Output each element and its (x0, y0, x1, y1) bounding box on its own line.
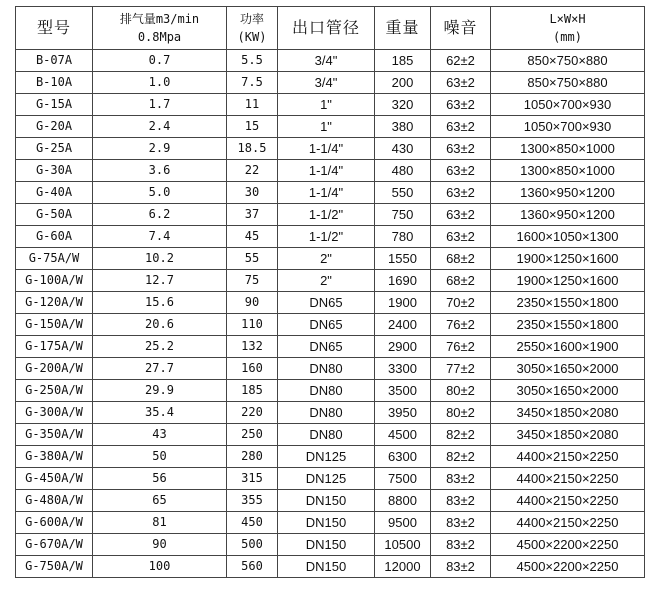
cell-airflow: 27.7 (93, 358, 227, 380)
cell-dimensions: 4400×2150×2250 (491, 446, 645, 468)
cell-airflow: 90 (93, 534, 227, 556)
cell-model: G-120A/W (16, 292, 93, 314)
cell-noise: 63±2 (431, 138, 491, 160)
cell-outlet-size: DN80 (278, 424, 375, 446)
cell-weight: 12000 (375, 556, 431, 578)
cell-model: G-75A/W (16, 248, 93, 270)
cell-dimensions: 3450×1850×2080 (491, 424, 645, 446)
table-row (16, 116, 645, 138)
cell-airflow: 81 (93, 512, 227, 534)
cell-noise: 82±2 (431, 446, 491, 468)
cell-dimensions: 1050×700×930 (491, 116, 645, 138)
cell-dimensions: 4500×2200×2250 (491, 534, 645, 556)
cell-noise: 63±2 (431, 94, 491, 116)
cell-noise: 62±2 (431, 50, 491, 72)
cell-airflow: 25.2 (93, 336, 227, 358)
cell-power: 30 (227, 182, 278, 204)
cell-weight: 3300 (375, 358, 431, 380)
cell-airflow: 1.0 (93, 72, 227, 94)
cell-model: B-10A (16, 72, 93, 94)
table-row (16, 72, 645, 94)
cell-noise: 83±2 (431, 490, 491, 512)
cell-model: G-60A (16, 226, 93, 248)
table-row (16, 490, 645, 512)
cell-power: 500 (227, 534, 278, 556)
header-weight-label: 重量 (385, 17, 420, 37)
cell-power: 315 (227, 468, 278, 490)
cell-power: 22 (227, 160, 278, 182)
cell-airflow: 29.9 (93, 380, 227, 402)
cell-weight: 185 (375, 50, 431, 72)
cell-dimensions: 1300×850×1000 (491, 138, 645, 160)
cell-airflow: 12.7 (93, 270, 227, 292)
cell-outlet-size: 1-1/4" (278, 182, 375, 204)
cell-outlet-size: DN80 (278, 358, 375, 380)
cell-power: 37 (227, 204, 278, 226)
cell-weight: 1900 (375, 292, 431, 314)
header-power (227, 7, 278, 50)
header-airflow (93, 7, 227, 50)
cell-dimensions: 4400×2150×2250 (491, 512, 645, 534)
cell-dimensions: 1050×700×930 (491, 94, 645, 116)
cell-dimensions: 3050×1650×2000 (491, 358, 645, 380)
cell-dimensions: 4400×2150×2250 (491, 490, 645, 512)
cell-outlet-size: DN125 (278, 446, 375, 468)
cell-weight: 3500 (375, 380, 431, 402)
cell-weight: 480 (375, 160, 431, 182)
cell-power: 18.5 (227, 138, 278, 160)
table-row (16, 50, 645, 72)
cell-power: 90 (227, 292, 278, 314)
cell-airflow: 2.4 (93, 116, 227, 138)
cell-weight: 3950 (375, 402, 431, 424)
table-row (16, 182, 645, 204)
table-row (16, 204, 645, 226)
cell-airflow: 7.4 (93, 226, 227, 248)
cell-dimensions: 4400×2150×2250 (491, 468, 645, 490)
table-row (16, 160, 645, 182)
cell-noise: 63±2 (431, 226, 491, 248)
cell-model: G-750A/W (16, 556, 93, 578)
table-body (16, 50, 645, 578)
header-dimensions (491, 7, 645, 50)
cell-dimensions: 1300×850×1000 (491, 160, 645, 182)
cell-airflow: 2.9 (93, 138, 227, 160)
cell-model: G-600A/W (16, 512, 93, 534)
table-row (16, 512, 645, 534)
cell-outlet-size: DN80 (278, 402, 375, 424)
cell-dimensions: 1360×950×1200 (491, 182, 645, 204)
cell-airflow: 0.7 (93, 50, 227, 72)
cell-outlet-size: 3/4" (278, 50, 375, 72)
cell-outlet-size: DN65 (278, 336, 375, 358)
cell-airflow: 56 (93, 468, 227, 490)
header-model (16, 7, 93, 50)
header-weight (375, 7, 431, 50)
cell-weight: 2400 (375, 314, 431, 336)
cell-airflow: 65 (93, 490, 227, 512)
cell-model: G-480A/W (16, 490, 93, 512)
cell-power: 5.5 (227, 50, 278, 72)
cell-noise: 63±2 (431, 182, 491, 204)
cell-outlet-size: DN125 (278, 468, 375, 490)
cell-dimensions: 1900×1250×1600 (491, 270, 645, 292)
cell-weight: 550 (375, 182, 431, 204)
header-outlet-label: 出口管径 (291, 17, 360, 37)
cell-outlet-size: 1" (278, 116, 375, 138)
header-dimensions-label: L×W×H (549, 12, 586, 26)
cell-outlet-size: DN150 (278, 556, 375, 578)
table-row (16, 248, 645, 270)
table-row (16, 314, 645, 336)
cell-outlet-size: DN150 (278, 534, 375, 556)
cell-noise: 70±2 (431, 292, 491, 314)
cell-airflow: 50 (93, 446, 227, 468)
cell-airflow: 10.2 (93, 248, 227, 270)
table-row (16, 556, 645, 578)
cell-power: 160 (227, 358, 278, 380)
cell-dimensions: 4500×2200×2250 (491, 556, 645, 578)
cell-airflow: 100 (93, 556, 227, 578)
table-row (16, 534, 645, 556)
cell-noise: 80±2 (431, 402, 491, 424)
table-row (16, 380, 645, 402)
cell-weight: 750 (375, 204, 431, 226)
cell-outlet-size: 3/4" (278, 72, 375, 94)
cell-weight: 9500 (375, 512, 431, 534)
table-row (16, 358, 645, 380)
cell-outlet-size: DN80 (278, 380, 375, 402)
cell-power: 220 (227, 402, 278, 424)
cell-power: 110 (227, 314, 278, 336)
table-row (16, 402, 645, 424)
header-dimensions-unit: (mm) (553, 30, 582, 44)
table-row (16, 424, 645, 446)
cell-outlet-size: 1-1/2" (278, 226, 375, 248)
cell-dimensions: 1900×1250×1600 (491, 248, 645, 270)
cell-dimensions: 850×750×880 (491, 72, 645, 94)
header-outlet (278, 7, 375, 50)
cell-outlet-size: DN150 (278, 490, 375, 512)
cell-airflow: 35.4 (93, 402, 227, 424)
cell-power: 55 (227, 248, 278, 270)
cell-power: 185 (227, 380, 278, 402)
cell-airflow: 1.7 (93, 94, 227, 116)
table-row (16, 446, 645, 468)
cell-model: G-450A/W (16, 468, 93, 490)
cell-weight: 2900 (375, 336, 431, 358)
cell-noise: 63±2 (431, 204, 491, 226)
cell-model: G-40A (16, 182, 93, 204)
table-row (16, 336, 645, 358)
cell-noise: 63±2 (431, 160, 491, 182)
table-row (16, 292, 645, 314)
cell-model: G-300A/W (16, 402, 93, 424)
cell-dimensions: 850×750×880 (491, 50, 645, 72)
header-airflow-pressure: 0.8Mpa (137, 30, 182, 44)
cell-power: 560 (227, 556, 278, 578)
cell-power: 7.5 (227, 72, 278, 94)
header-power-label: 功率 (239, 12, 264, 26)
cell-airflow: 3.6 (93, 160, 227, 182)
cell-weight: 7500 (375, 468, 431, 490)
cell-noise: 76±2 (431, 314, 491, 336)
cell-model: G-15A (16, 94, 93, 116)
header-noise-label: 噪音 (443, 17, 478, 37)
cell-noise: 80±2 (431, 380, 491, 402)
cell-model: G-25A (16, 138, 93, 160)
cell-outlet-size: 1-1/4" (278, 138, 375, 160)
cell-weight: 430 (375, 138, 431, 160)
cell-weight: 780 (375, 226, 431, 248)
cell-power: 450 (227, 512, 278, 534)
cell-noise: 83±2 (431, 512, 491, 534)
cell-power: 75 (227, 270, 278, 292)
cell-airflow: 5.0 (93, 182, 227, 204)
cell-model: G-380A/W (16, 446, 93, 468)
cell-dimensions: 1600×1050×1300 (491, 226, 645, 248)
cell-noise: 68±2 (431, 248, 491, 270)
cell-power: 45 (227, 226, 278, 248)
cell-noise: 77±2 (431, 358, 491, 380)
header-noise (431, 7, 491, 50)
table-row (16, 468, 645, 490)
header-power-unit: (KW) (237, 30, 267, 44)
cell-model: G-150A/W (16, 314, 93, 336)
cell-model: G-100A/W (16, 270, 93, 292)
table-row (16, 226, 645, 248)
cell-model: G-175A/W (16, 336, 93, 358)
cell-weight: 1550 (375, 248, 431, 270)
cell-outlet-size: DN65 (278, 314, 375, 336)
cell-model: G-200A/W (16, 358, 93, 380)
header-row (16, 7, 645, 50)
cell-weight: 320 (375, 94, 431, 116)
cell-dimensions: 1360×950×1200 (491, 204, 645, 226)
cell-weight: 8800 (375, 490, 431, 512)
cell-noise: 63±2 (431, 72, 491, 94)
cell-dimensions: 2550×1600×1900 (491, 336, 645, 358)
cell-airflow: 15.6 (93, 292, 227, 314)
cell-outlet-size: 2" (278, 270, 375, 292)
cell-noise: 83±2 (431, 468, 491, 490)
cell-power: 250 (227, 424, 278, 446)
table-row (16, 138, 645, 160)
cell-power: 132 (227, 336, 278, 358)
cell-model: B-07A (16, 50, 93, 72)
cell-outlet-size: 1" (278, 94, 375, 116)
cell-outlet-size: 1-1/2" (278, 204, 375, 226)
cell-outlet-size: 2" (278, 248, 375, 270)
cell-noise: 63±2 (431, 116, 491, 138)
cell-dimensions: 3450×1850×2080 (491, 402, 645, 424)
header-airflow-unit: 排气量m3/min (119, 12, 200, 26)
cell-weight: 200 (375, 72, 431, 94)
cell-weight: 4500 (375, 424, 431, 446)
cell-weight: 380 (375, 116, 431, 138)
cell-model: G-250A/W (16, 380, 93, 402)
cell-noise: 76±2 (431, 336, 491, 358)
cell-dimensions: 2350×1550×1800 (491, 314, 645, 336)
cell-noise: 68±2 (431, 270, 491, 292)
cell-dimensions: 2350×1550×1800 (491, 292, 645, 314)
cell-noise: 83±2 (431, 556, 491, 578)
cell-power: 15 (227, 116, 278, 138)
cell-dimensions: 3050×1650×2000 (491, 380, 645, 402)
cell-outlet-size: 1-1/4" (278, 160, 375, 182)
cell-power: 355 (227, 490, 278, 512)
cell-noise: 83±2 (431, 534, 491, 556)
cell-airflow: 20.6 (93, 314, 227, 336)
cell-outlet-size: DN65 (278, 292, 375, 314)
cell-airflow: 43 (93, 424, 227, 446)
cell-model: G-350A/W (16, 424, 93, 446)
cell-weight: 6300 (375, 446, 431, 468)
cell-model: G-50A (16, 204, 93, 226)
table-row (16, 270, 645, 292)
cell-weight: 1690 (375, 270, 431, 292)
cell-weight: 10500 (375, 534, 431, 556)
table-row (16, 94, 645, 116)
header-model-label: 型号 (36, 17, 71, 37)
cell-model: G-670A/W (16, 534, 93, 556)
cell-model: G-20A (16, 116, 93, 138)
cell-power: 280 (227, 446, 278, 468)
cell-outlet-size: DN150 (278, 512, 375, 534)
spec-table (15, 6, 645, 578)
cell-power: 11 (227, 94, 278, 116)
cell-noise: 82±2 (431, 424, 491, 446)
cell-airflow: 6.2 (93, 204, 227, 226)
cell-model: G-30A (16, 160, 93, 182)
